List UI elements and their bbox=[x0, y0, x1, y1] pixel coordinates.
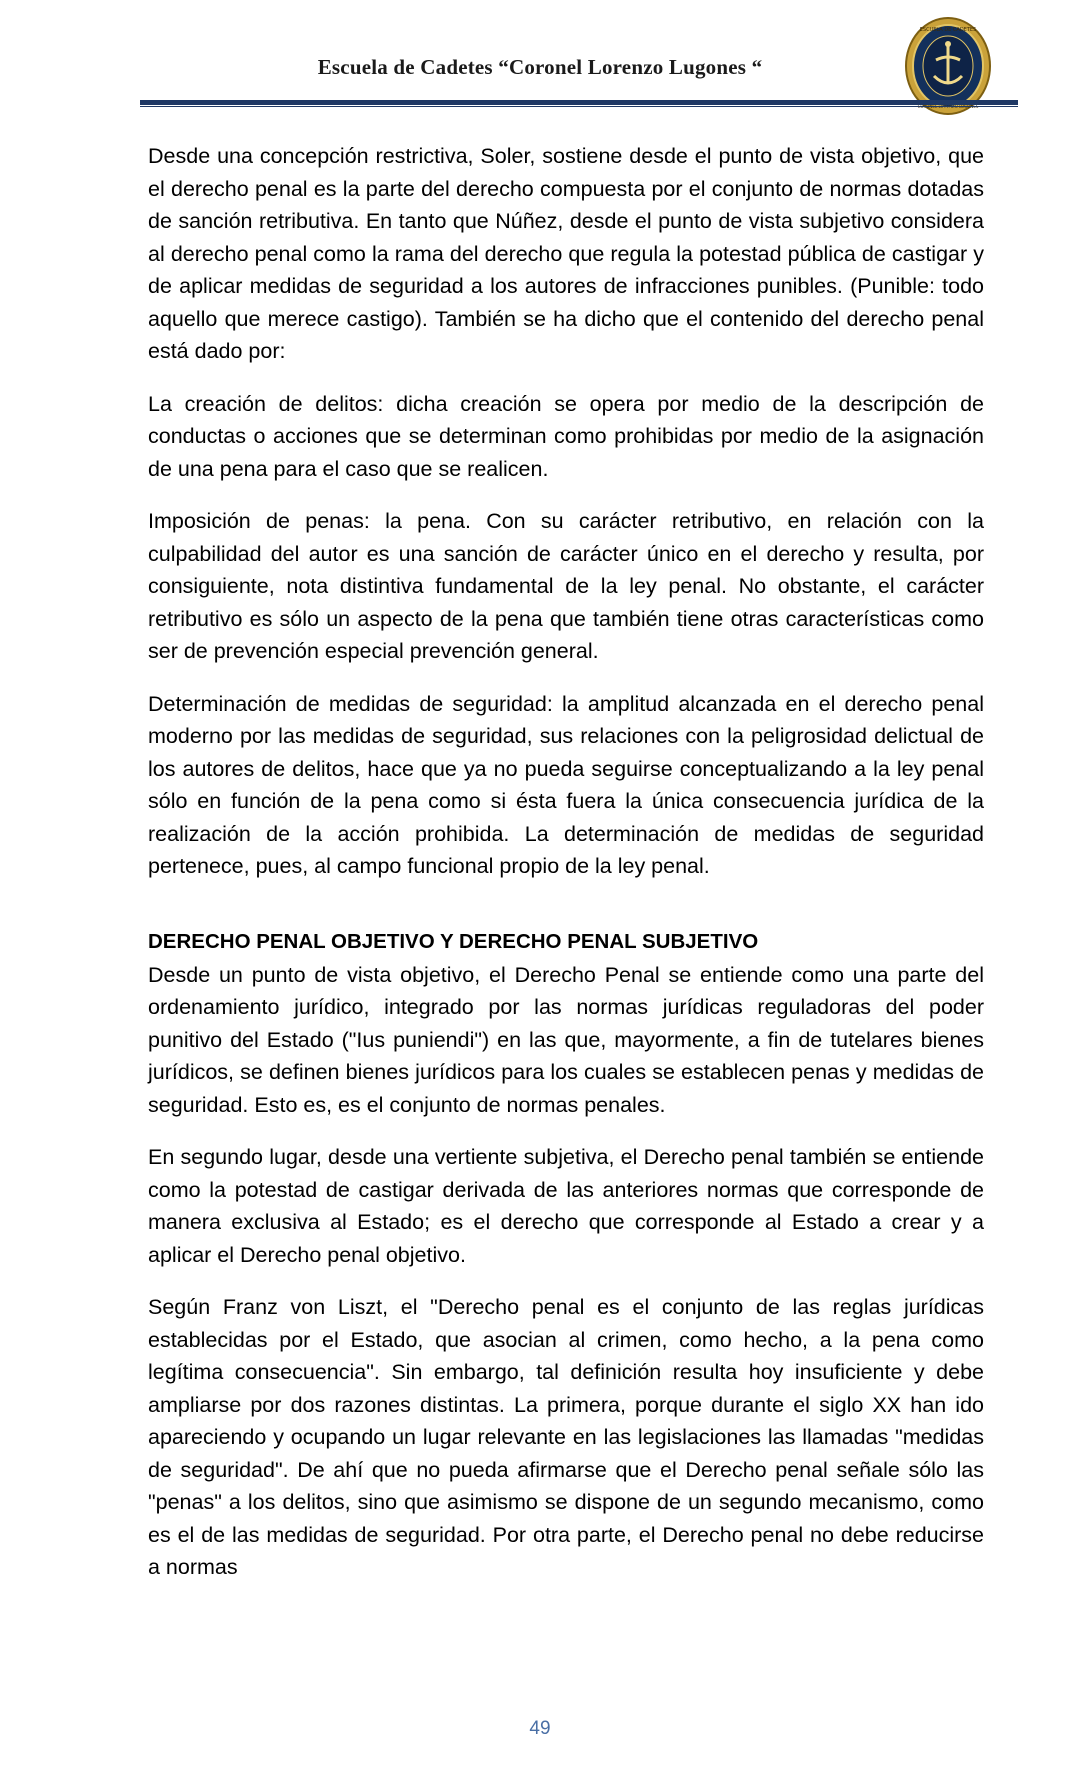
paragraph: Desde una concepción restrictiva, Soler, sostiene desde el punto de vista objetivo, que el derecho penal es la parte del derecho compuesta por el conjunto de normas dotadas de sanción retributiva. En tanto que Núñez, desde el punto de vista subjetivo considera al derecho penal como la rama del derecho que regula la potestad pública de castigar y de aplicar medidas de seguridad a los autores de infracciones punibles. (Punible: todo aquello que merece castigo). También se ha dicho que el contenido del derecho penal está dado por: bbox=[148, 144, 984, 363]
paragraph: Determinación de medidas de seguridad: la amplitud alcanzada en el derecho penal moderno por las medidas de seguridad, sus relaciones con la peligrosidad delictual de los autores de delitos, hace que ya no pueda seguirse conceptualizando a la ley penal sólo en función de la pena como si ésta fuera la única consecuencia jurídica de la realización de la acción prohibida. La determinación de medidas de seguridad pertenece, pues, al campo funcional propio de la ley penal. bbox=[148, 691, 984, 878]
paragraph: En segundo lugar, desde una vertiente subjetiva, el Derecho penal también se entiende como la potestad de castigar derivada de las anteriores normas que corresponde de manera exclusiva al Estado; es el derecho que corresponde al Estado a crear y a aplicar el Derecho penal objetivo. bbox=[148, 1145, 984, 1267]
page-header bbox=[0, 0, 1080, 120]
page-footer bbox=[0, 1718, 1080, 1740]
paragraph: Según Franz von Liszt, el "Derecho penal es el conjunto de las reglas jurídicas establecidas por el Estado, que asocian al crimen, como hecho, a la pena como legítima consecuencia". Sin embargo, tal definición resulta hoy insuficiente y debe ampliarse por dos razones distintas. La primera, porque durante el siglo XX han ido apareciendo y ocupando un lugar relevante en las legislaciones las llamadas "medidas de seguridad". De ahí que no pueda afirmarse que el Derecho penal señale sólo las "penas" a los delitos, sino que asimismo se dispone de un segundo mecanismo, como es el de las medidas de seguridad. Por otra parte, el Derecho penal no debe reducirse a normas bbox=[148, 1295, 984, 1579]
page-number: 49 bbox=[529, 1718, 551, 1739]
paragraph: Imposición de penas: la pena. Con su carácter retributivo, en relación con la culpabilidad del autor es una sanción de carácter único en el derecho y resulta, por consiguiente, nota distintiva fundamental de la ley penal. No obstante, el carácter retributivo es sólo un aspecto de la pena que también tiene otras características como ser de prevención especial prevención general. bbox=[148, 509, 984, 663]
paragraph: Desde un punto de vista objetivo, el Derecho Penal se entiende como una parte del ordenamiento jurídico, integrado por las normas jurídicas reguladoras del poder punitivo del Estado ("Ius puniendi") en las que, mayormente, a fin de tutelares bienes jurídicos, se definen bienes jurídicos para los cuales se establecen penas y medidas de seguridad. Esto es, es el conjunto de normas penales. bbox=[148, 962, 984, 1117]
section-heading: DERECHO PENAL OBJETIVO Y DERECHO PENAL SUBJETIVO bbox=[148, 929, 759, 953]
header-institution-title: Escuela de Cadetes “Coronel Lorenzo Lugones “ bbox=[317, 55, 763, 79]
paragraph: La creación de delitos: dicha creación se opera por medio de la descripción de conductas o acciones que se determinan como prohibidas por medio de la asignación de una pena para el caso que se realicen. bbox=[148, 391, 984, 481]
svg-text:ESCUELA DE CADETES: ESCUELA DE CADETES bbox=[919, 27, 977, 33]
header-divider-rule bbox=[140, 100, 1018, 105]
document-body bbox=[148, 140, 984, 1604]
